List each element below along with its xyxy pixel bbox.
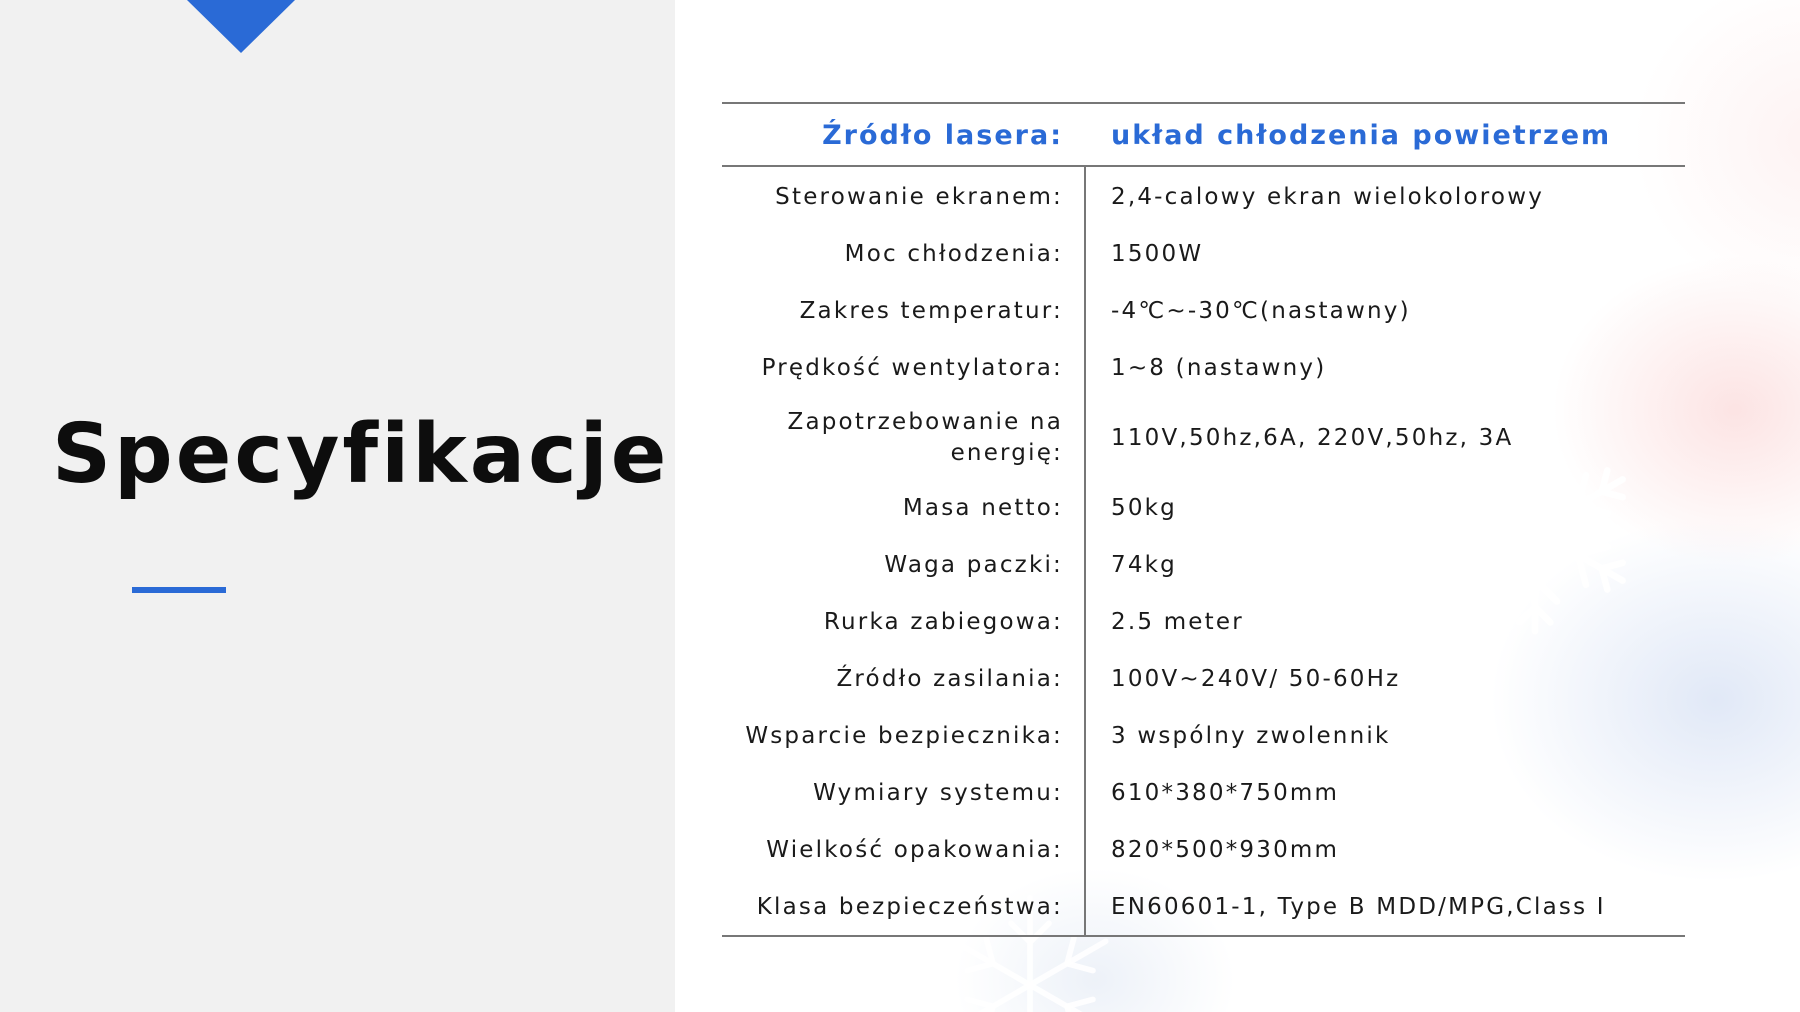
- table-column-divider: [1084, 166, 1086, 935]
- row-label: Masa netto:: [902, 495, 1063, 521]
- row-value: 2.5 meter: [1111, 609, 1244, 635]
- row-value: 610*380*750mm: [1111, 780, 1340, 806]
- row-label: Prędkość wentylatora:: [761, 355, 1063, 381]
- table-header-rule: [722, 165, 1685, 167]
- row-value: -4℃~-30℃(nastawny): [1111, 298, 1411, 324]
- row-value: 1~8 (nastawny): [1111, 355, 1327, 381]
- row-value: 1500W: [1111, 241, 1204, 267]
- row-value: 110V,50hz,6A, 220V,50hz, 3A: [1111, 425, 1514, 451]
- row-value: 74kg: [1111, 552, 1177, 578]
- left-panel: [0, 0, 675, 1012]
- page-title: Specyfikacje: [52, 407, 670, 502]
- row-label: Wsparcie bezpiecznika:: [745, 723, 1063, 749]
- row-label: Zapotrzebowanie na energię:: [787, 409, 1063, 466]
- row-value: 3 wspólny zwolennik: [1111, 723, 1391, 749]
- table-header-row: [722, 104, 1685, 165]
- row-label: Rurka zabiegowa:: [823, 609, 1063, 635]
- spec-table: [722, 102, 1685, 937]
- row-label: Wymiary systemu:: [813, 780, 1063, 806]
- header-value: układ chłodzenia powietrzem: [1111, 120, 1612, 151]
- row-label: Sterowanie ekranem:: [775, 184, 1063, 210]
- row-value: 820*500*930mm: [1111, 837, 1340, 863]
- row-value: 2,4-calowy ekran wielokolorowy: [1111, 184, 1545, 210]
- row-value: 100V~240V/ 50-60Hz: [1111, 666, 1401, 692]
- row-label: Moc chłodzenia:: [844, 241, 1063, 267]
- title-underline: [132, 587, 226, 593]
- row-label: Wielkość opakowania:: [766, 837, 1063, 863]
- header-label: Źródło lasera:: [822, 120, 1063, 151]
- row-label: Klasa bezpieczeństwa:: [756, 894, 1063, 920]
- row-value: EN60601-1, Type B MDD/MPG,Class I: [1111, 894, 1606, 920]
- table-bottom-rule: [722, 935, 1685, 937]
- row-label: Zakres temperatur:: [799, 298, 1063, 324]
- triangle-down-icon: [187, 0, 295, 53]
- row-label: Źródło zasilania:: [836, 666, 1063, 692]
- row-label: Waga paczki:: [884, 552, 1063, 578]
- row-value: 50kg: [1111, 495, 1177, 521]
